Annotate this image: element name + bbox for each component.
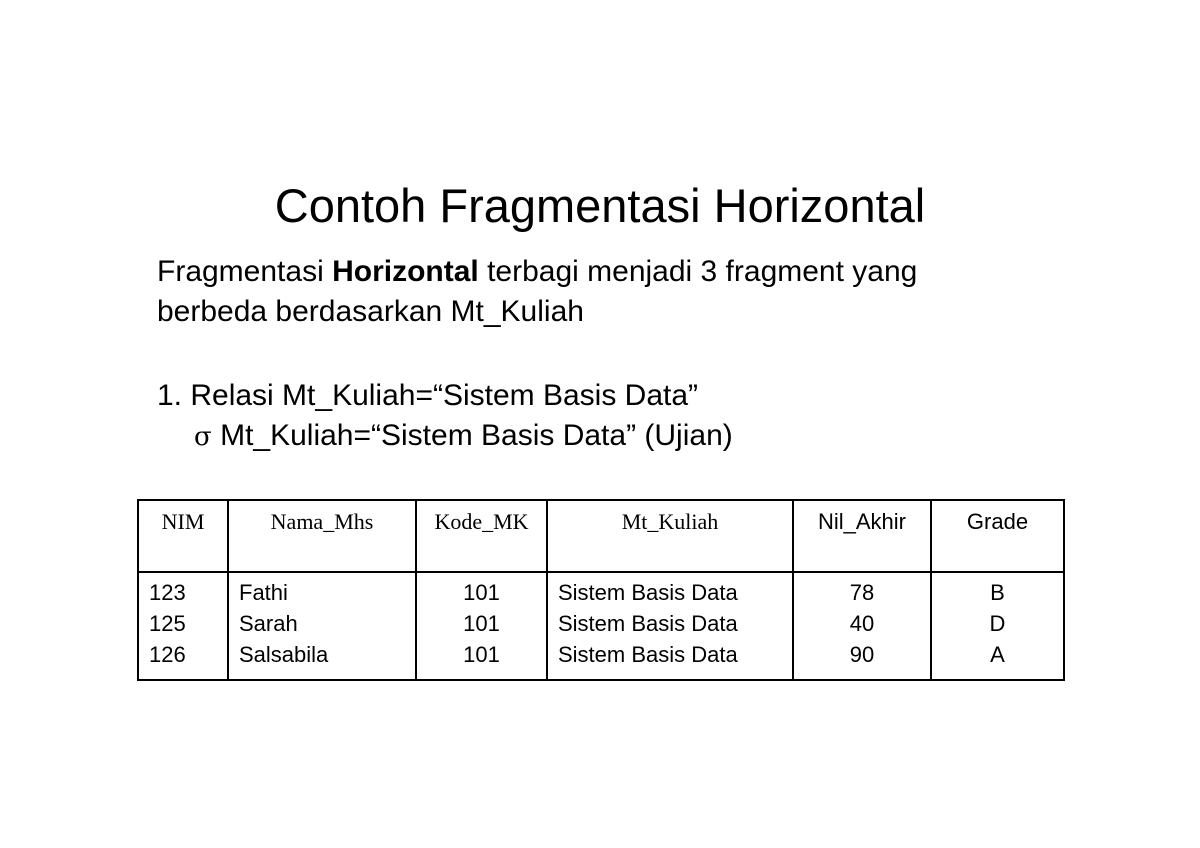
header-kode-mk: Kode_MK: [416, 500, 547, 572]
cell-nama: Fathi: [228, 572, 416, 608]
header-grade: Grade: [931, 500, 1064, 572]
cell-grade: B: [931, 572, 1064, 608]
cell-nim: 125: [138, 608, 228, 639]
cell-kode: 101: [416, 608, 547, 639]
table-row: [138, 639, 1064, 680]
header-mt-kuliah: Mt_Kuliah: [547, 500, 793, 572]
cell-matkul: Sistem Basis Data: [547, 572, 793, 608]
cell-nim: 123: [138, 572, 228, 608]
cell-nilai: 40: [793, 608, 931, 639]
intro-prefix: Fragmentasi: [157, 255, 333, 288]
table-header-row: [138, 500, 1064, 572]
intro-suffix: terbagi menjadi 3 fragment yang: [478, 255, 918, 288]
cell-kode: 101: [416, 639, 547, 680]
cell-nilai: 78: [793, 572, 931, 608]
intro-bold-term: Horizontal: [332, 255, 479, 288]
selection-expression: Mt_Kuliah=“Sistem Basis Data” (Ujian): [211, 419, 733, 452]
slide-title: Contoh Fragmentasi Horizontal: [274, 179, 926, 232]
cell-grade: A: [931, 639, 1064, 680]
intro-paragraph: [157, 252, 1117, 332]
table-row: [138, 608, 1064, 639]
item-relation-line: 1. Relasi Mt_Kuliah=“Sistem Basis Data”: [157, 379, 699, 412]
header-nama-mhs: Nama_Mhs: [228, 500, 416, 572]
cell-kode: 101: [416, 572, 547, 608]
table-row: [138, 572, 1064, 608]
cell-nim: 126: [138, 639, 228, 680]
intro-line-1: [157, 252, 1117, 292]
sigma-symbol: σ: [194, 422, 212, 452]
cell-nama: Salsabila: [228, 639, 416, 680]
header-nim: NIM: [138, 500, 228, 572]
item-selection-line: [157, 416, 1117, 457]
header-nil-akhir: Nil_Akhir: [793, 500, 931, 572]
list-item-1: [157, 376, 1117, 457]
cell-matkul: Sistem Basis Data: [547, 608, 793, 639]
cell-nama: Sarah: [228, 608, 416, 639]
intro-line-2: berbeda berdasarkan Mt_Kuliah: [157, 295, 584, 328]
fragment-table: [137, 499, 1065, 681]
cell-matkul: Sistem Basis Data: [547, 639, 793, 680]
cell-grade: D: [931, 608, 1064, 639]
cell-nilai: 90: [793, 639, 931, 680]
